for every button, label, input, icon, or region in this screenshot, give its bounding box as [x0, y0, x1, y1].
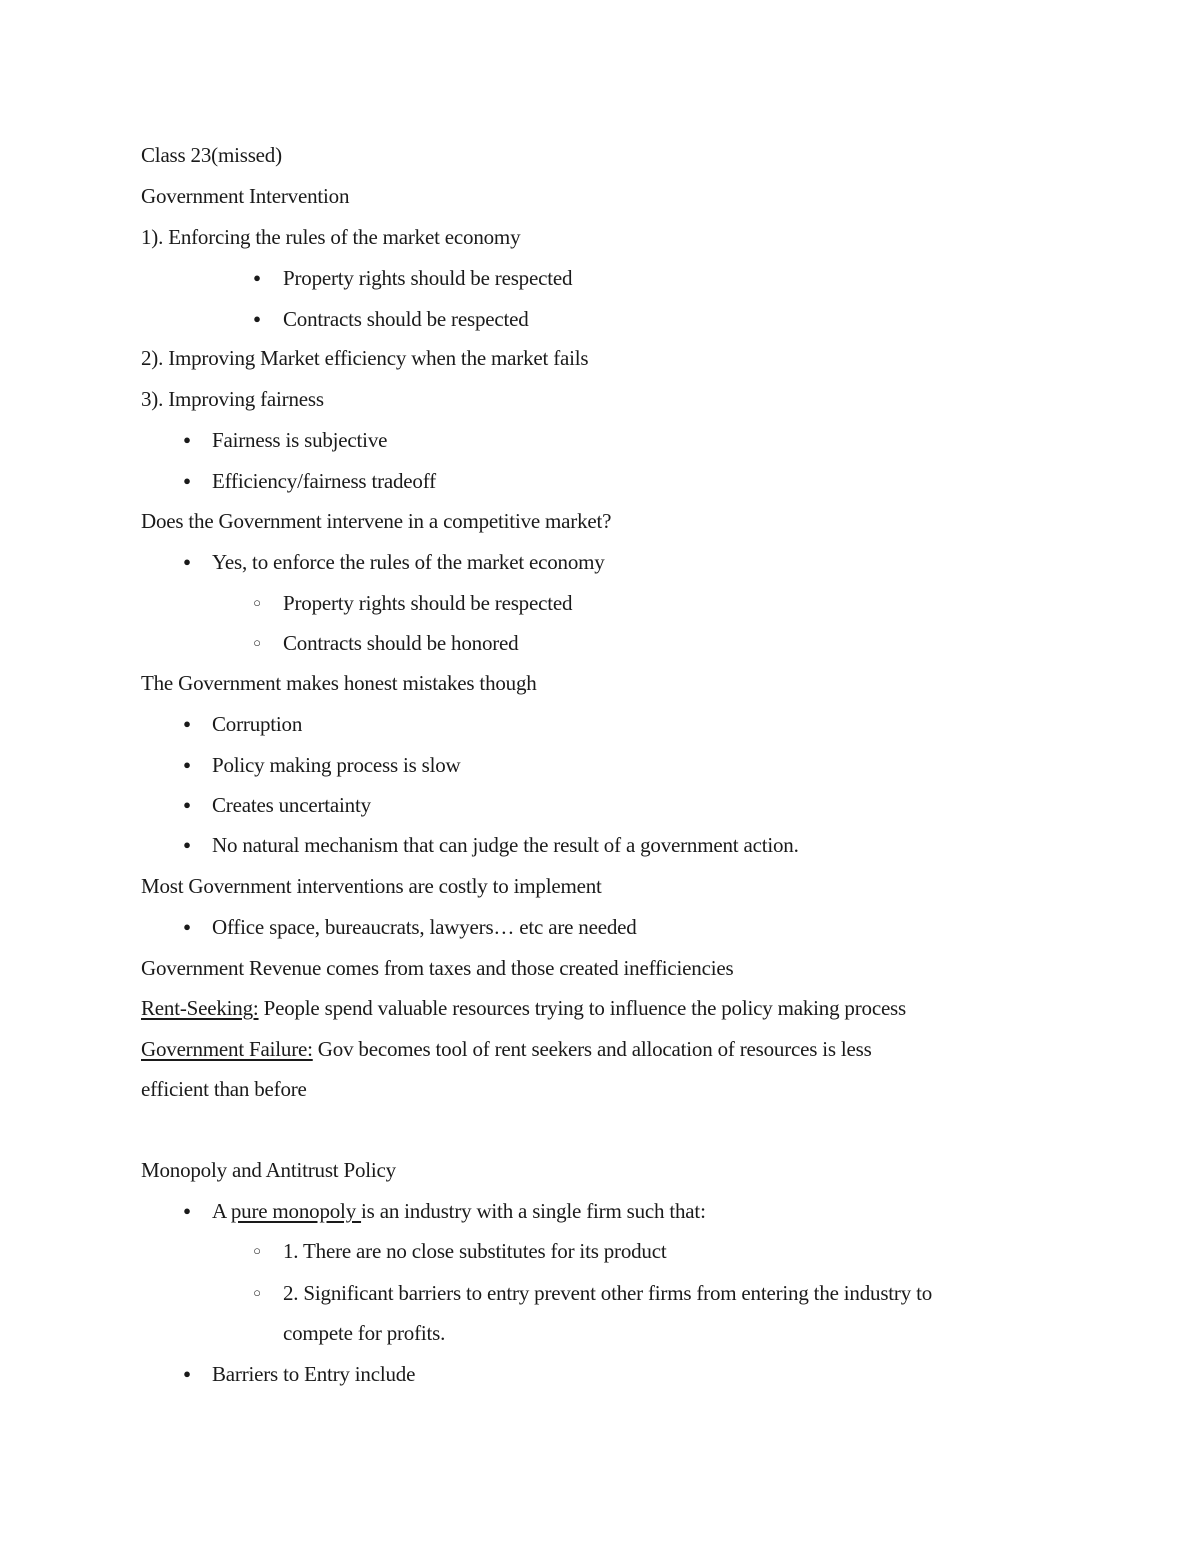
paragraph-line: Most Government interventions are costly to implement	[141, 874, 602, 898]
bullet-filled: ●	[183, 473, 191, 488]
definition-rent-seeking	[141, 996, 906, 1020]
list-item: Barriers to Entry include	[212, 1362, 416, 1386]
bullet-filled: ●	[183, 716, 191, 731]
list-item: Corruption	[212, 712, 303, 736]
bullet-filled: ●	[183, 757, 191, 772]
list-item: Creates uncertainty	[212, 793, 371, 817]
bullet-filled: ●	[183, 919, 191, 934]
sub-list-item: 2. Significant barriers to entry prevent other firms from entering the industry to	[283, 1281, 933, 1305]
numbered-item-2: 2). Improving Market efficiency when the market fails	[141, 346, 589, 370]
paragraph-line: The Government makes honest mistakes though	[141, 671, 537, 695]
list-item-prefix: A	[212, 1199, 231, 1223]
term-rent-seeking: Rent-Seeking:	[141, 996, 259, 1020]
list-item	[212, 1199, 706, 1223]
paragraph-line: efficient than before	[141, 1077, 307, 1101]
list-item: Property rights should be respected	[283, 266, 573, 290]
term-government-failure: Government Failure:	[141, 1037, 313, 1061]
bullet-filled: ●	[183, 797, 191, 812]
list-item: Yes, to enforce the rules of the market economy	[212, 550, 605, 574]
list-item-text: is an industry with a single firm such that:	[361, 1199, 706, 1223]
bullet-filled: ●	[183, 554, 191, 569]
bullet-filled: ●	[253, 270, 261, 285]
list-item: Efficiency/fairness tradeoff	[212, 469, 436, 493]
paragraph-line: Government Revenue comes from taxes and those created inefficiencies	[141, 956, 734, 980]
sub-list-item: 1. There are no close substitutes for its product	[283, 1239, 667, 1263]
heading-monopoly: Monopoly and Antitrust Policy	[141, 1158, 396, 1182]
bullet-hollow: ○	[253, 1285, 261, 1300]
bullet-filled: ●	[183, 1203, 191, 1218]
list-item: Fairness is subjective	[212, 428, 388, 452]
bullet-hollow: ○	[253, 595, 261, 610]
term-pure-monopoly: pure monopoly	[230, 1199, 362, 1223]
bullet-filled: ●	[183, 1366, 191, 1381]
list-item: Office space, bureaucrats, lawyers… etc are needed	[212, 915, 637, 939]
definition-government-failure	[141, 1037, 872, 1061]
sub-list-item: Contracts should be honored	[283, 631, 519, 655]
definition-text: Gov becomes tool of rent seekers and allocation of resources is less	[312, 1037, 872, 1061]
definition-text: People spend valuable resources trying to influence the policy making process	[258, 996, 907, 1020]
heading-government-intervention: Government Intervention	[141, 184, 350, 208]
document-title: Class 23(missed)	[141, 143, 282, 167]
numbered-item-3: 3). Improving fairness	[141, 387, 324, 411]
sub-list-item-continuation: compete for profits.	[283, 1321, 446, 1345]
bullet-filled: ●	[183, 837, 191, 852]
bullet-filled: ●	[183, 432, 191, 447]
list-item: Policy making process is slow	[212, 753, 461, 777]
bullet-hollow: ○	[253, 1243, 261, 1258]
numbered-item-1: 1). Enforcing the rules of the market economy	[141, 225, 521, 249]
sub-list-item: Property rights should be respected	[283, 591, 573, 615]
list-item: Contracts should be respected	[283, 307, 529, 331]
bullet-filled: ●	[253, 311, 261, 326]
list-item: No natural mechanism that can judge the result of a government action.	[212, 833, 799, 857]
question-line: Does the Government intervene in a competitive market?	[141, 509, 612, 533]
bullet-hollow: ○	[253, 635, 261, 650]
